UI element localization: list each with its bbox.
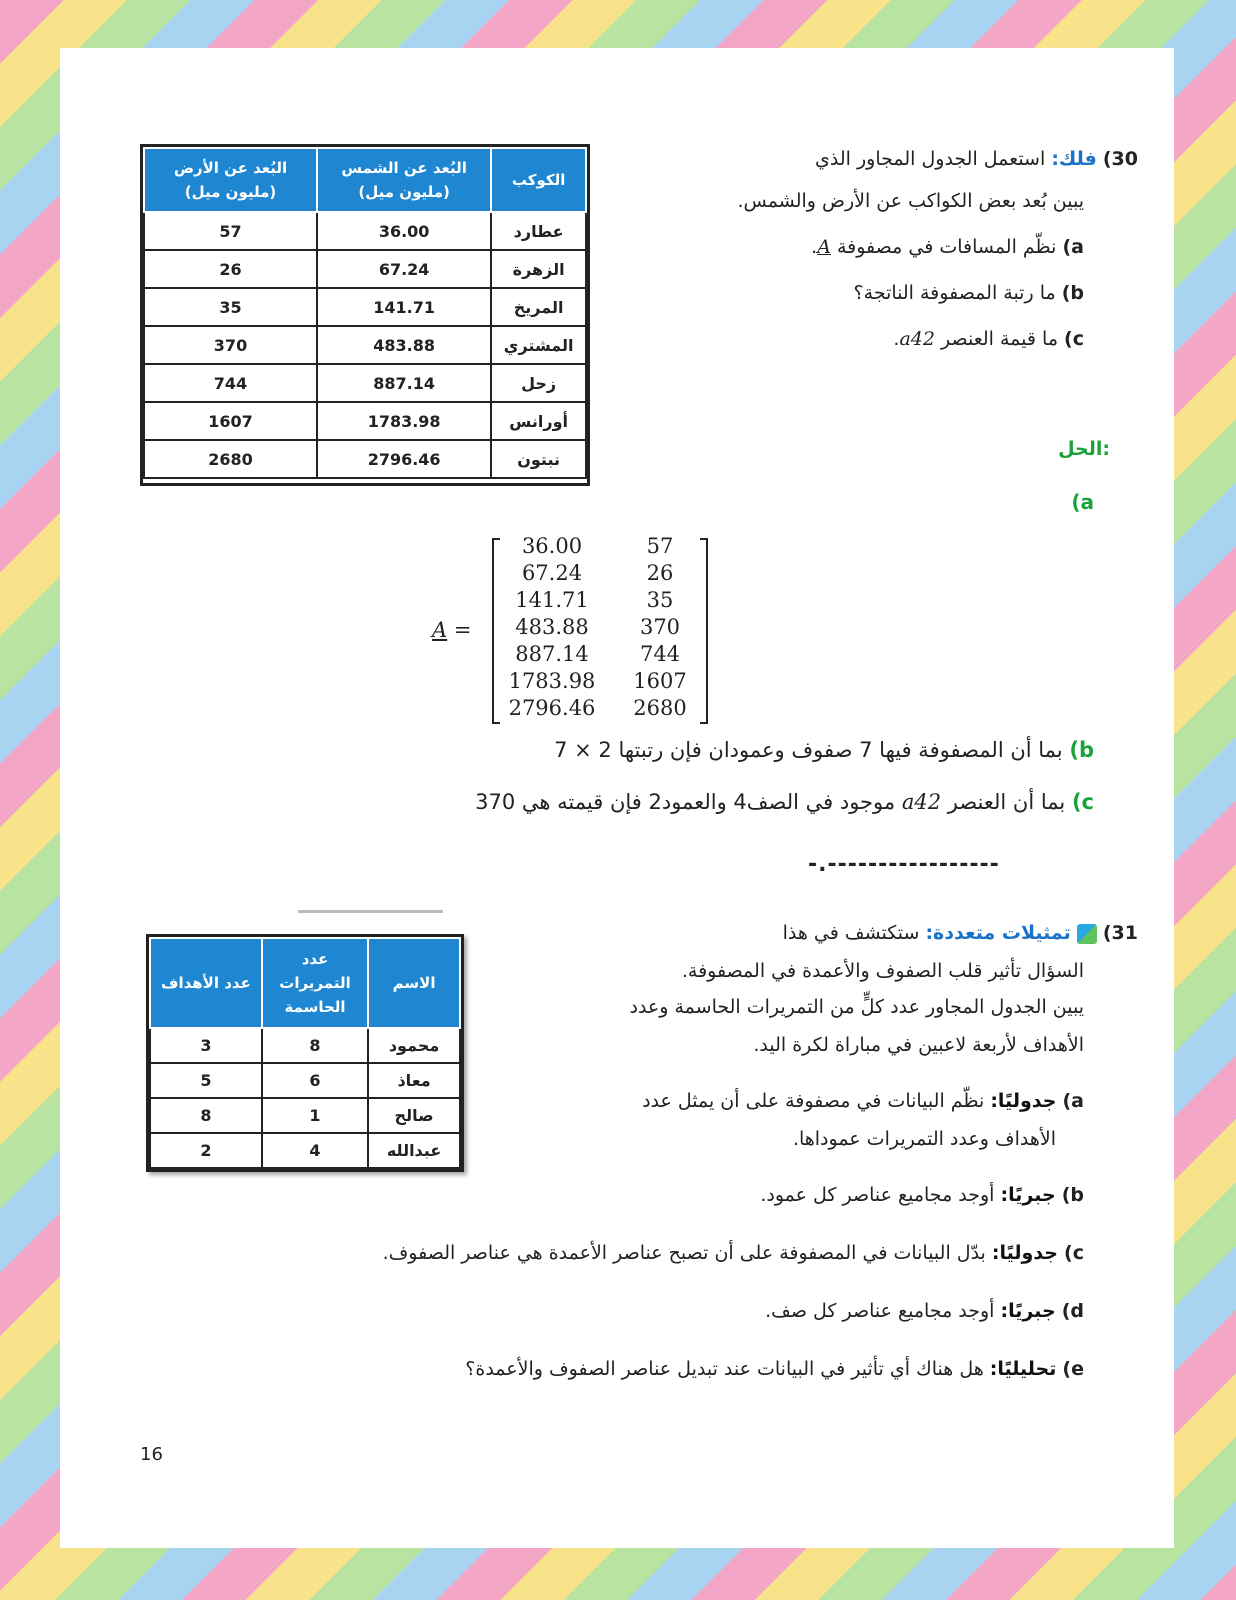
matrix-cell-col1: 887.14 xyxy=(515,642,589,666)
q30-text-line1: استعمل الجدول المجاور الذي xyxy=(815,148,1046,170)
matrix-cell-col1: 36.00 xyxy=(521,534,583,558)
q31-part-e xyxy=(465,1348,1084,1390)
q31-keyword: تمثيلات متعددة: xyxy=(925,922,1071,944)
matrix-cell-col2: 744 xyxy=(639,642,681,666)
sun-distance: 483.88 xyxy=(317,326,491,364)
players-table xyxy=(149,937,461,1169)
table-row xyxy=(150,1133,460,1168)
q31-line2: السؤال تأثير قلب الصفوف والأعمدة في المصفوفة. xyxy=(681,960,1084,982)
q30-part-c-end: . xyxy=(893,328,900,350)
planet-name: زحل xyxy=(491,364,586,402)
matrix-cell-col1: 483.88 xyxy=(515,615,589,639)
matrix-left-bracket xyxy=(492,538,500,724)
player-goals: 3 xyxy=(150,1028,262,1063)
solution-b-text: بما أن المصفوفة فيها 7 صفوف وعمودان فإن رتبتها 2 × 7 xyxy=(554,738,1063,762)
table-row xyxy=(144,326,586,364)
player-assists: 8 xyxy=(262,1028,368,1063)
table-row xyxy=(144,212,586,250)
solution-c xyxy=(475,790,1094,814)
player-goals: 2 xyxy=(150,1133,262,1168)
earth-distance: 744 xyxy=(144,364,317,402)
q31-part-b xyxy=(760,1174,1084,1216)
q31-line1 xyxy=(783,912,1138,954)
sun-distance-header: البُعد عن الشمس (مليون ميل) xyxy=(317,148,491,212)
planet-name: عطارد xyxy=(491,212,586,250)
earth-distance: 35 xyxy=(144,288,317,326)
matrix-cell-col1: 67.24 xyxy=(521,561,583,585)
matrix-cell-col2: 26 xyxy=(646,561,674,585)
puzzle-icon xyxy=(1077,924,1097,944)
solution-c-var: a42 xyxy=(901,790,942,814)
sun-distance: 36.00 xyxy=(317,212,491,250)
player-assists: 6 xyxy=(262,1063,368,1098)
table-row xyxy=(144,402,586,440)
q30-part-c-text: ما قيمة العنصر xyxy=(941,328,1058,350)
q31-part-a-text: نظّم البيانات في مصفوفة على أن يمثل عدد xyxy=(642,1090,985,1112)
player-goals: 8 xyxy=(150,1098,262,1133)
player-name: صالح xyxy=(368,1098,460,1133)
q31-part-a xyxy=(642,1080,1084,1122)
sun-distance: 141.71 xyxy=(317,288,491,326)
planet-col-header: الكوكب xyxy=(491,148,586,212)
matrix-cell-col2: 370 xyxy=(639,615,681,639)
q31-part-e-keyword: تحليليًا: xyxy=(989,1358,1057,1380)
q31-part-d-text: أوجد مجاميع عناصر كل صف. xyxy=(765,1300,995,1322)
q31-part-a-label: a) xyxy=(1062,1090,1084,1112)
q30-line1 xyxy=(815,138,1138,180)
q30-part-a-end: . xyxy=(811,236,818,258)
q31-part-c-text: بدّل البيانات في المصفوفة على أن تصبح عناصر الأعمدة هي عناصر الصفوف. xyxy=(382,1242,986,1264)
player-name: عبدالله xyxy=(368,1133,460,1168)
solution-a-label: (a xyxy=(1071,490,1094,514)
table-row xyxy=(144,364,586,402)
earth-distance: 2680 xyxy=(144,440,317,478)
q30-number: 30) xyxy=(1102,148,1138,170)
q31-part-b-text: أوجد مجاميع عناصر كل عمود. xyxy=(760,1184,995,1206)
player-name: معاذ xyxy=(368,1063,460,1098)
table-row xyxy=(150,1028,460,1063)
q30-part-a-label: a) xyxy=(1062,236,1084,258)
q31-part-e-label: e) xyxy=(1062,1358,1084,1380)
q31-part-e-text: هل هناك أي تأثير في البيانات عند تبديل عناصر الصفوف والأعمدة؟ xyxy=(465,1358,984,1380)
q30-part-a-var: A xyxy=(817,236,831,258)
solution-b xyxy=(554,738,1094,762)
player-name: محمود xyxy=(368,1028,460,1063)
q30-part-a-text: نظّم المسافات في مصفوفة xyxy=(836,236,1057,258)
section-divider: -.----------------- xyxy=(808,852,1000,877)
q30-keyword: فلك: xyxy=(1051,148,1097,170)
page xyxy=(60,48,1174,1548)
table-row xyxy=(144,250,586,288)
q31-part-c-label: c) xyxy=(1064,1242,1084,1264)
q31-part-d-label: d) xyxy=(1061,1300,1084,1322)
table-row xyxy=(150,1063,460,1098)
sun-distance: 887.14 xyxy=(317,364,491,402)
matrix-a-name: A = xyxy=(432,618,472,642)
top-rule xyxy=(298,910,443,913)
matrix-a xyxy=(430,532,720,732)
earth-distance: 1607 xyxy=(144,402,317,440)
q31-part-b-label: b) xyxy=(1061,1184,1084,1206)
table-row xyxy=(144,440,586,478)
q31-part-d xyxy=(765,1290,1084,1332)
matrix-cell-col1: 141.71 xyxy=(515,588,589,612)
q31-part-d-keyword: جبريًا: xyxy=(1000,1300,1056,1322)
q30-part-c-label: c) xyxy=(1064,328,1084,350)
matrix-right-bracket xyxy=(700,538,708,724)
planet-name: الزهرة xyxy=(491,250,586,288)
name-col-header: الاسم xyxy=(368,938,460,1028)
earth-distance-header: البُعد عن الأرض (مليون ميل) xyxy=(144,148,317,212)
earth-distance: 57 xyxy=(144,212,317,250)
q30-part-b-label: b) xyxy=(1061,282,1084,304)
matrix-cell-col1: 2796.46 xyxy=(508,696,596,720)
planet-table xyxy=(143,147,587,479)
q31-part-c-keyword: جدوليًا: xyxy=(991,1242,1058,1264)
solution-c-text2: موجود في الصف4 والعمود2 فإن قيمته هي 370 xyxy=(475,790,896,814)
matrix-cell-col2: 1607 xyxy=(633,669,687,693)
matrix-cell-col2: 57 xyxy=(646,534,674,558)
planet-name: المشتري xyxy=(491,326,586,364)
q30-line2: يبين بُعد بعض الكواكب عن الأرض والشمس. xyxy=(737,190,1084,212)
solution-c-label: c) xyxy=(1071,790,1094,814)
player-assists: 1 xyxy=(262,1098,368,1133)
earth-distance: 370 xyxy=(144,326,317,364)
q31-number: 31) xyxy=(1102,922,1138,944)
planet-name: المريخ xyxy=(491,288,586,326)
earth-distance: 26 xyxy=(144,250,317,288)
solution-b-label: b) xyxy=(1069,738,1094,762)
q31-part-a-line2: الأهداف وعدد التمريرات عموداها. xyxy=(792,1128,1056,1150)
q30-part-b xyxy=(854,272,1084,314)
q30-part-c xyxy=(893,318,1084,360)
q31-text-line1: ستكتشف في هذا xyxy=(782,922,920,944)
assists-col-header: عدد التمريرات الحاسمة xyxy=(262,938,368,1028)
q31-part-b-keyword: جبريًا: xyxy=(1000,1184,1056,1206)
solution-c-text1: بما أن العنصر xyxy=(947,790,1066,814)
sun-distance: 67.24 xyxy=(317,250,491,288)
page-number: 16 xyxy=(140,1444,163,1465)
q31-part-c xyxy=(383,1232,1084,1274)
q31-line3: يبين الجدول المجاور عدد كلٍّ من التمريرات الحاسمة وعدد xyxy=(629,996,1084,1018)
planet-name: أورانس xyxy=(491,402,586,440)
table-row xyxy=(150,1098,460,1133)
player-assists: 4 xyxy=(262,1133,368,1168)
table-row xyxy=(144,288,586,326)
q31-part-a-keyword: جدوليًا: xyxy=(990,1090,1057,1112)
player-goals: 5 xyxy=(150,1063,262,1098)
solution-label: الحل: xyxy=(1058,438,1110,460)
matrix-cell-col1: 1783.98 xyxy=(508,669,596,693)
q30-part-b-text: ما رتبة المصفوفة الناتجة؟ xyxy=(853,282,1056,304)
matrix-cell-col2: 35 xyxy=(646,588,674,612)
q30-part-a xyxy=(811,226,1084,268)
matrix-cell-col2: 2680 xyxy=(633,696,687,720)
q30-part-c-var: a42 xyxy=(899,328,935,350)
planet-name: نبتون xyxy=(491,440,586,478)
q31-line4: الأهداف لأربعة لاعبين في مباراة لكرة اليد. xyxy=(753,1034,1084,1056)
sun-distance: 2796.46 xyxy=(317,440,491,478)
sun-distance: 1783.98 xyxy=(317,402,491,440)
goals-col-header: عدد الأهداف xyxy=(150,938,262,1028)
